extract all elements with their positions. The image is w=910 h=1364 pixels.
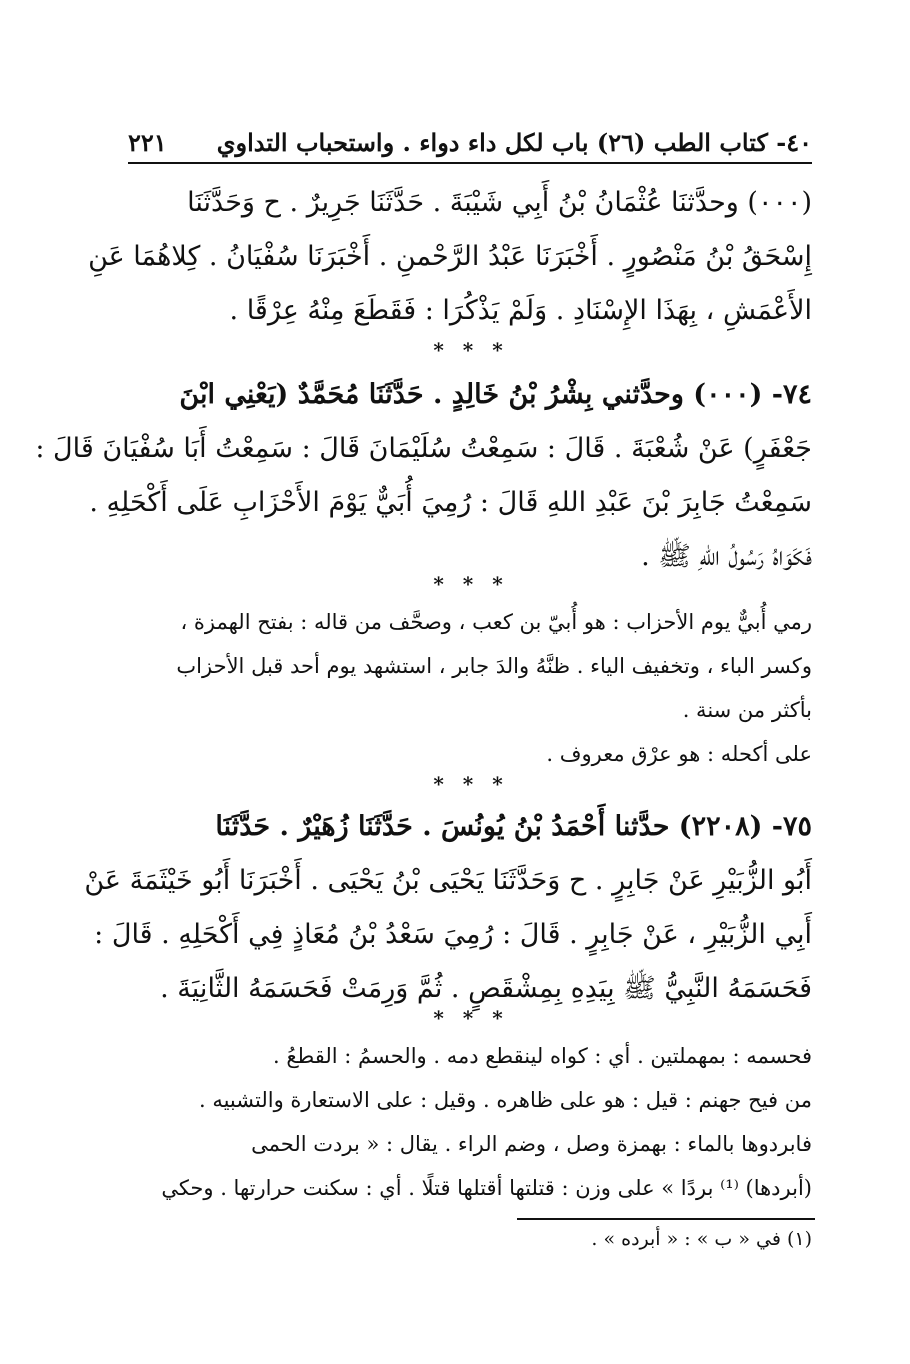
section-separator: * * * — [433, 772, 509, 796]
page-header — [128, 122, 812, 162]
section-separator: * * * — [433, 572, 509, 596]
text-line: أَبُو الزُّبَيْرِ عَنْ جَابِرٍ . ح وَحَدَّثَنَا يَحْيَى بْنُ يَحْيَى . أَخْبَرَنَا أَبُو خَيْثَمَةَ عَنْ — [84, 865, 812, 896]
text-line: جَعْفَرٍ) عَنْ شُعْبَةَ . قَالَ : سَمِعْتُ سُلَيْمَانَ قَالَ : سَمِعْتُ أَبَا سُفْيَانَ قَالَ : — [35, 433, 812, 464]
note-line: على أكحله : هو عرْق معروف . — [546, 742, 812, 766]
text-line: سَمِعْتُ جَابِرَ بْنَ عَبْدِ اللهِ قَالَ : رُمِيَ أُبَيٌّ يَوْمَ الأَحْزَابِ عَلَى أَكْحَلِهِ . — [89, 487, 812, 518]
note-line: من فيح جهنم : قيل : هو على ظاهره . وقيل : على الاستعارة والتشبيه . — [198, 1088, 812, 1112]
running-title: ٤٠- كتاب الطب (٢٦) باب لكل داء دواء . واستحباب التداوي — [216, 127, 812, 157]
text-line: الأَعْمَشِ ، بِهَذَا الإِسْنَادِ . وَلَمْ يَذْكُرَا : فَقَطَعَ مِنْهُ عِرْقًا . — [229, 295, 812, 326]
note-line: بأكثر من سنة . — [682, 698, 812, 722]
section-separator: * * * — [433, 338, 509, 362]
commentary-block-1 — [130, 600, 812, 776]
text-line: أَبِي الزُّبَيْرِ ، عَنْ جَابِرٍ . قَالَ : رُمِيَ سَعْدُ بْنُ مُعَاذٍ فِي أَكْحَلِهِ . قَالَ : — [94, 919, 812, 950]
page-number: ٢٢١ — [128, 127, 167, 157]
note-line: (أبردها) ⁽¹⁾ بردًا » على وزن : قتلتها أقتلها قتلًا . أي : سكنت حرارتها . وحكي — [161, 1176, 812, 1200]
section-separator: * * * — [433, 1006, 509, 1030]
footnote: (١) في « ب » : « أبرده » . — [591, 1228, 812, 1250]
note-line: وكسر الباء ، وتخفيف الياء . ظنَّهُ والدَ جابر ، استشهد يوم أحد قبل الأحزاب — [176, 654, 812, 678]
text-line: ٧٥- (٢٢٠٨) حدَّثنا أَحْمَدُ بْنُ يُونُسَ . حَدَّثَنَا زُهَيْرٌ . حَدَّثَنَا — [215, 811, 812, 842]
text-line: فَحَسَمَهُ النَّبِيُّ ﷺ بِيَدِهِ بِمِشْقَصٍ . ثُمَّ وَرِمَتْ فَحَسَمَهُ الثَّانِيَةَ . — [160, 973, 812, 1004]
note-line: فابردوها بالماء : بهمزة وصل ، وضم الراء . يقال : « بردت الحمى — [251, 1132, 812, 1156]
text-line: ٧٤- (٠٠٠) وحدَّثني بِشْرُ بْنُ خَالِدٍ . حَدَّثَنَا مُحَمَّدٌ (يَعْنِي ابْنَ — [179, 379, 812, 410]
text-line: فَكَوَاهُ رَسُولُ اللهِ ﷺ . — [641, 541, 812, 572]
text-line: (٠٠٠) وحدَّثنَا عُثْمَانُ بْنُ أَبِي شَيْبَةَ . حَدَّثَنَا جَرِيرٌ . ح وَحَدَّثَنَا — [187, 187, 812, 218]
note-line: رمي أُبيٌّ يوم الأحزاب : هو أُبيّ بن كعب ، وصحَّف من قاله : بفتح الهمزة ، — [180, 610, 812, 634]
hadith-block-74 — [35, 368, 812, 584]
header-divider — [128, 162, 812, 164]
commentary-block-2 — [130, 1034, 812, 1210]
note-line: فحسمه : بمهملتين . أي : كواه لينقطع دمه . والحسمُ : القطعُ . — [273, 1044, 812, 1068]
text-line: إِسْحَقُ بْنُ مَنْصُورٍ . أَخْبَرَنَا عَبْدُ الرَّحْمنِ . أَخْبَرَنَا سُفْيَانُ . كِلاهُمَا عَنِ — [88, 241, 812, 272]
hadith-block-75 — [84, 800, 812, 1016]
footnote-divider — [517, 1218, 815, 1220]
hadith-block-1 — [88, 176, 812, 338]
